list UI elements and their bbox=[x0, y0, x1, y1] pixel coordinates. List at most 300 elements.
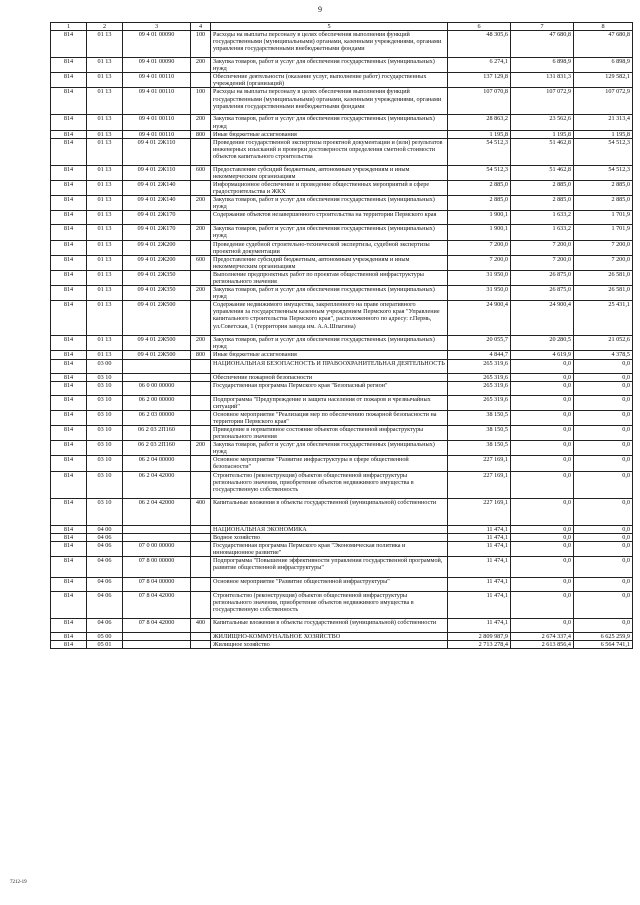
cell-expense-type: 200 bbox=[191, 441, 211, 456]
cell-amount-year1: 38 150,5 bbox=[448, 426, 511, 441]
cell-description: Иные бюджетные ассигнования bbox=[211, 130, 448, 138]
cell-target-article bbox=[123, 373, 191, 381]
cell-description: Предоставление субсидий бюджетным, автономным учреждениям и иным некоммерческим организациям bbox=[211, 255, 448, 270]
cell-target-article: 06 0 00 00000 bbox=[123, 381, 191, 395]
cell-section: 03 10 bbox=[87, 373, 123, 381]
cell-amount-year2: 1 633,2 bbox=[511, 225, 574, 240]
cell-description: Строительство (реконструкция) объектов общественной инфраструктуры регионального значения, приобретение объектов недвижимого имущества в государственную собственность bbox=[211, 591, 448, 618]
cell-ministry: 814 bbox=[51, 441, 87, 456]
cell-description: Содержание объектов незавершенного строительства на территории Пермского края bbox=[211, 211, 448, 225]
table-row bbox=[51, 426, 633, 441]
cell-section: 01 13 bbox=[87, 270, 123, 285]
cell-expense-type bbox=[191, 456, 211, 471]
cell-amount-year2: 0,0 bbox=[511, 471, 574, 498]
cell-description: Подпрограмма "Предупреждение и защита населения от пожаров и чрезвычайных ситуаций" bbox=[211, 395, 448, 410]
cell-ministry: 814 bbox=[51, 577, 87, 591]
cell-section: 01 13 bbox=[87, 255, 123, 270]
cell-section: 03 10 bbox=[87, 498, 123, 525]
table-row bbox=[51, 211, 633, 225]
cell-ministry: 814 bbox=[51, 88, 87, 115]
header-cell: 8 bbox=[574, 23, 633, 31]
cell-amount-year3: 7 200,0 bbox=[574, 255, 633, 270]
cell-amount-year3: 0,0 bbox=[574, 525, 633, 533]
table-row bbox=[51, 138, 633, 165]
cell-amount-year1: 1 195,8 bbox=[448, 130, 511, 138]
cell-expense-type: 800 bbox=[191, 130, 211, 138]
cell-ministry: 814 bbox=[51, 351, 87, 359]
cell-ministry: 814 bbox=[51, 240, 87, 255]
cell-description: Закупка товаров, работ и услуг для обеспечения государственных (муниципальных) нужд bbox=[211, 441, 448, 456]
cell-target-article: 06 2 00 00000 bbox=[123, 395, 191, 410]
cell-expense-type: 200 bbox=[191, 336, 211, 351]
cell-target-article bbox=[123, 533, 191, 541]
cell-target-article bbox=[123, 525, 191, 533]
cell-amount-year3: 21 313,4 bbox=[574, 115, 633, 130]
cell-amount-year3: 26 581,0 bbox=[574, 286, 633, 301]
cell-amount-year1: 2 713 278,4 bbox=[448, 641, 511, 649]
cell-amount-year2: 0,0 bbox=[511, 498, 574, 525]
cell-target-article: 07 8 04 42000 bbox=[123, 591, 191, 618]
cell-amount-year2: 107 072,9 bbox=[511, 88, 574, 115]
cell-target-article bbox=[123, 641, 191, 649]
header-cell: 4 bbox=[191, 23, 211, 31]
cell-amount-year3: 21 052,6 bbox=[574, 336, 633, 351]
cell-ministry: 814 bbox=[51, 498, 87, 525]
cell-expense-type bbox=[191, 301, 211, 336]
cell-target-article: 06 2 04 00000 bbox=[123, 456, 191, 471]
cell-expense-type bbox=[191, 541, 211, 556]
cell-amount-year3: 0,0 bbox=[574, 426, 633, 441]
cell-section: 01 13 bbox=[87, 211, 123, 225]
table-row bbox=[51, 301, 633, 336]
table-row bbox=[51, 88, 633, 115]
table-row bbox=[51, 130, 633, 138]
cell-amount-year3: 0,0 bbox=[574, 541, 633, 556]
table-row bbox=[51, 165, 633, 180]
cell-description: Закупка товаров, работ и услуг для обеспечения государственных (муниципальных) нужд bbox=[211, 225, 448, 240]
cell-amount-year3: 7 200,0 bbox=[574, 240, 633, 255]
cell-amount-year1: 11 474,1 bbox=[448, 525, 511, 533]
cell-expense-type: 800 bbox=[191, 351, 211, 359]
cell-ministry: 814 bbox=[51, 426, 87, 441]
cell-expense-type bbox=[191, 180, 211, 195]
cell-ministry: 814 bbox=[51, 336, 87, 351]
cell-expense-type: 200 bbox=[191, 115, 211, 130]
budget-table bbox=[50, 22, 633, 649]
cell-expense-type: 600 bbox=[191, 165, 211, 180]
cell-amount-year1: 11 474,1 bbox=[448, 577, 511, 591]
cell-ministry: 814 bbox=[51, 165, 87, 180]
cell-section: 03 00 bbox=[87, 359, 123, 373]
cell-amount-year3: 0,0 bbox=[574, 577, 633, 591]
cell-amount-year2: 0,0 bbox=[511, 525, 574, 533]
cell-description: Капитальные вложения в объекты государственной (муниципальной) собственности bbox=[211, 498, 448, 525]
cell-description: Основное мероприятие "Развитие общественной инфраструктуры" bbox=[211, 577, 448, 591]
cell-target-article: 06 2 04 42000 bbox=[123, 498, 191, 525]
cell-amount-year3: 6 625 259,9 bbox=[574, 632, 633, 640]
cell-amount-year3: 0,0 bbox=[574, 498, 633, 525]
cell-amount-year2: 26 875,0 bbox=[511, 270, 574, 285]
cell-target-article: 09 4 01 2Ж170 bbox=[123, 211, 191, 225]
cell-amount-year1: 11 474,1 bbox=[448, 533, 511, 541]
cell-amount-year2: 2 885,0 bbox=[511, 180, 574, 195]
cell-amount-year2: 0,0 bbox=[511, 541, 574, 556]
cell-target-article: 09 4 01 00110 bbox=[123, 115, 191, 130]
cell-expense-type bbox=[191, 211, 211, 225]
cell-section: 04 06 bbox=[87, 533, 123, 541]
cell-amount-year1: 11 474,1 bbox=[448, 618, 511, 632]
cell-section: 01 13 bbox=[87, 225, 123, 240]
cell-description: Подпрограмма "Повышение эффективности управления государственной программой, развитие общественной инфраструктуры" bbox=[211, 556, 448, 577]
cell-section: 01 13 bbox=[87, 88, 123, 115]
cell-amount-year3: 26 581,0 bbox=[574, 270, 633, 285]
cell-amount-year3: 2 885,0 bbox=[574, 180, 633, 195]
cell-amount-year1: 2 885,0 bbox=[448, 180, 511, 195]
cell-expense-type bbox=[191, 270, 211, 285]
cell-amount-year2: 47 680,8 bbox=[511, 31, 574, 58]
cell-description: Приведение в нормативное состояние объектов общественной инфраструктуры регионального значения bbox=[211, 426, 448, 441]
cell-expense-type bbox=[191, 577, 211, 591]
table-row bbox=[51, 73, 633, 88]
cell-amount-year2: 7 200,0 bbox=[511, 255, 574, 270]
table-body bbox=[51, 31, 633, 649]
cell-amount-year3: 0,0 bbox=[574, 591, 633, 618]
cell-amount-year2: 0,0 bbox=[511, 426, 574, 441]
cell-amount-year1: 31 950,0 bbox=[448, 270, 511, 285]
cell-description: Информационное обеспечение и проведение общественных мероприятий в сфере градостроительства и ЖКХ bbox=[211, 180, 448, 195]
cell-target-article: 09 4 01 2Ж500 bbox=[123, 351, 191, 359]
cell-amount-year1: 265 319,6 bbox=[448, 395, 511, 410]
cell-description: Закупка товаров, работ и услуг для обеспечения государственных (муниципальных) нужд bbox=[211, 58, 448, 73]
cell-section: 01 13 bbox=[87, 58, 123, 73]
cell-expense-type bbox=[191, 525, 211, 533]
cell-amount-year2: 23 562,6 bbox=[511, 115, 574, 130]
cell-ministry: 814 bbox=[51, 381, 87, 395]
cell-ministry: 814 bbox=[51, 270, 87, 285]
cell-amount-year3: 25 431,1 bbox=[574, 301, 633, 336]
cell-section: 01 13 bbox=[87, 336, 123, 351]
cell-expense-type: 400 bbox=[191, 618, 211, 632]
cell-description: Содержание недвижимого имущества, закрепленного на праве оперативного управления за государственным казенным учреждением Пермского края "Управление капитального строительства Пермского края", расположенного по адресу: г.Пермь, ул.Советская, 1 (территория завода им. А.А.Шпагина) bbox=[211, 301, 448, 336]
cell-amount-year1: 2 885,0 bbox=[448, 196, 511, 211]
cell-amount-year3: 107 072,9 bbox=[574, 88, 633, 115]
cell-description: Закупка товаров, работ и услуг для обеспечения государственных (муниципальных) нужд bbox=[211, 196, 448, 211]
cell-amount-year3: 4 378,5 bbox=[574, 351, 633, 359]
cell-ministry: 814 bbox=[51, 286, 87, 301]
cell-amount-year1: 20 055,7 bbox=[448, 336, 511, 351]
cell-target-article bbox=[123, 359, 191, 373]
cell-amount-year2: 7 200,0 bbox=[511, 240, 574, 255]
cell-target-article bbox=[123, 632, 191, 640]
cell-section: 03 10 bbox=[87, 410, 123, 425]
cell-amount-year3: 0,0 bbox=[574, 410, 633, 425]
table-row bbox=[51, 255, 633, 270]
cell-amount-year2: 2 613 856,4 bbox=[511, 641, 574, 649]
cell-section: 03 10 bbox=[87, 395, 123, 410]
table-row bbox=[51, 58, 633, 73]
cell-expense-type: 100 bbox=[191, 31, 211, 58]
cell-section: 05 01 bbox=[87, 641, 123, 649]
cell-ministry: 814 bbox=[51, 641, 87, 649]
cell-section: 03 10 bbox=[87, 471, 123, 498]
cell-ministry: 814 bbox=[51, 541, 87, 556]
cell-amount-year3: 0,0 bbox=[574, 441, 633, 456]
cell-description: Обеспечение деятельности (оказание услуг, выполнение работ) государственных учреждений (организаций) bbox=[211, 73, 448, 88]
table-row bbox=[51, 31, 633, 58]
cell-amount-year1: 38 150,5 bbox=[448, 441, 511, 456]
table-row bbox=[51, 410, 633, 425]
header-cell: 5 bbox=[211, 23, 448, 31]
cell-amount-year2: 51 462,8 bbox=[511, 165, 574, 180]
cell-amount-year1: 1 900,1 bbox=[448, 225, 511, 240]
cell-expense-type bbox=[191, 373, 211, 381]
cell-target-article: 09 4 01 2Ж110 bbox=[123, 138, 191, 165]
cell-amount-year1: 11 474,1 bbox=[448, 556, 511, 577]
cell-target-article: 06 2 03 2П160 bbox=[123, 441, 191, 456]
cell-amount-year3: 0,0 bbox=[574, 359, 633, 373]
cell-amount-year1: 11 474,1 bbox=[448, 541, 511, 556]
cell-amount-year2: 2 885,0 bbox=[511, 196, 574, 211]
cell-amount-year3: 6 564 741,1 bbox=[574, 641, 633, 649]
cell-target-article: 07 8 00 00000 bbox=[123, 556, 191, 577]
cell-amount-year1: 227 169,1 bbox=[448, 456, 511, 471]
cell-expense-type: 200 bbox=[191, 58, 211, 73]
cell-ministry: 814 bbox=[51, 115, 87, 130]
cell-amount-year2: 20 280,5 bbox=[511, 336, 574, 351]
cell-section: 01 13 bbox=[87, 240, 123, 255]
cell-description: Государственная программа Пермского края "Экономическая политика и инновационное развитие" bbox=[211, 541, 448, 556]
table-row bbox=[51, 498, 633, 525]
cell-amount-year3: 1 701,9 bbox=[574, 211, 633, 225]
table-row bbox=[51, 286, 633, 301]
cell-description: Строительство (реконструкция) объектов общественной инфраструктуры регионального значения, приобретение объектов недвижимого имущества в государственную собственность bbox=[211, 471, 448, 498]
cell-description: Закупка товаров, работ и услуг для обеспечения государственных (муниципальных) нужд bbox=[211, 286, 448, 301]
cell-target-article: 09 4 01 2Ж140 bbox=[123, 180, 191, 195]
cell-section: 03 10 bbox=[87, 381, 123, 395]
cell-description: Закупка товаров, работ и услуг для обеспечения государственных (муниципальных) нужд bbox=[211, 336, 448, 351]
cell-amount-year3: 0,0 bbox=[574, 381, 633, 395]
cell-section: 01 13 bbox=[87, 301, 123, 336]
cell-amount-year1: 4 844,7 bbox=[448, 351, 511, 359]
cell-expense-type: 400 bbox=[191, 498, 211, 525]
table-row bbox=[51, 456, 633, 471]
cell-amount-year1: 227 169,1 bbox=[448, 498, 511, 525]
cell-ministry: 814 bbox=[51, 255, 87, 270]
cell-amount-year1: 31 950,0 bbox=[448, 286, 511, 301]
cell-expense-type: 600 bbox=[191, 255, 211, 270]
cell-description: Основное мероприятие "Развитие инфраструктуры в сфере общественной безопасности" bbox=[211, 456, 448, 471]
cell-target-article: 06 2 03 2П160 bbox=[123, 426, 191, 441]
cell-amount-year1: 54 512,3 bbox=[448, 138, 511, 165]
table-row bbox=[51, 541, 633, 556]
cell-description: НАЦИОНАЛЬНАЯ ЭКОНОМИКА bbox=[211, 525, 448, 533]
cell-section: 04 00 bbox=[87, 525, 123, 533]
cell-expense-type bbox=[191, 240, 211, 255]
cell-section: 03 10 bbox=[87, 441, 123, 456]
cell-section: 01 13 bbox=[87, 130, 123, 138]
cell-ministry: 814 bbox=[51, 373, 87, 381]
cell-ministry: 814 bbox=[51, 471, 87, 498]
cell-section: 01 13 bbox=[87, 165, 123, 180]
cell-target-article: 09 4 01 2Ж170 bbox=[123, 225, 191, 240]
cell-description: Обеспечение пожарной безопасности bbox=[211, 373, 448, 381]
cell-target-article: 09 4 01 00090 bbox=[123, 58, 191, 73]
table-header-row bbox=[51, 23, 633, 31]
cell-section: 04 06 bbox=[87, 577, 123, 591]
cell-amount-year2: 0,0 bbox=[511, 577, 574, 591]
table-row bbox=[51, 395, 633, 410]
cell-amount-year2: 131 831,3 bbox=[511, 73, 574, 88]
cell-amount-year1: 7 200,0 bbox=[448, 240, 511, 255]
cell-amount-year2: 0,0 bbox=[511, 410, 574, 425]
cell-section: 04 06 bbox=[87, 541, 123, 556]
cell-expense-type bbox=[191, 73, 211, 88]
cell-ministry: 814 bbox=[51, 556, 87, 577]
cell-description: Расходы на выплаты персоналу в целях обеспечения выполнения функций государственными (муниципальными) органами, казенными учреждениями, органами управления государственными внебюджетными фондами bbox=[211, 88, 448, 115]
cell-expense-type bbox=[191, 410, 211, 425]
cell-amount-year1: 28 863,2 bbox=[448, 115, 511, 130]
cell-description: Иные бюджетные ассигнования bbox=[211, 351, 448, 359]
cell-section: 03 10 bbox=[87, 456, 123, 471]
cell-expense-type: 200 bbox=[191, 286, 211, 301]
cell-amount-year2: 4 619,9 bbox=[511, 351, 574, 359]
cell-target-article: 09 4 01 2Ж200 bbox=[123, 255, 191, 270]
cell-ministry: 814 bbox=[51, 58, 87, 73]
table-row bbox=[51, 115, 633, 130]
cell-ministry: 814 bbox=[51, 359, 87, 373]
cell-amount-year2: 26 875,0 bbox=[511, 286, 574, 301]
table-row bbox=[51, 591, 633, 618]
cell-section: 01 13 bbox=[87, 286, 123, 301]
cell-amount-year2: 0,0 bbox=[511, 618, 574, 632]
cell-target-article: 07 8 04 00000 bbox=[123, 577, 191, 591]
cell-description: Государственная программа Пермского края "Безопасный регион" bbox=[211, 381, 448, 395]
cell-ministry: 814 bbox=[51, 301, 87, 336]
cell-section: 01 13 bbox=[87, 196, 123, 211]
cell-amount-year1: 137 129,8 bbox=[448, 73, 511, 88]
cell-ministry: 814 bbox=[51, 196, 87, 211]
cell-expense-type bbox=[191, 641, 211, 649]
cell-amount-year1: 38 150,5 bbox=[448, 410, 511, 425]
cell-target-article: 09 4 01 2Ж140 bbox=[123, 196, 191, 211]
table-row bbox=[51, 351, 633, 359]
cell-amount-year3: 0,0 bbox=[574, 618, 633, 632]
page-number: 9 bbox=[318, 5, 322, 14]
cell-section: 04 06 bbox=[87, 618, 123, 632]
cell-expense-type bbox=[191, 381, 211, 395]
cell-amount-year2: 0,0 bbox=[511, 373, 574, 381]
cell-ministry: 814 bbox=[51, 180, 87, 195]
cell-ministry: 814 bbox=[51, 525, 87, 533]
cell-ministry: 814 bbox=[51, 410, 87, 425]
cell-amount-year2: 0,0 bbox=[511, 395, 574, 410]
cell-description: Расходы на выплаты персоналу в целях обеспечения выполнения функций государственными (муниципальными) органами, казенными учреждениями, органами управления государственными внебюджетными фондами bbox=[211, 31, 448, 58]
cell-amount-year2: 0,0 bbox=[511, 556, 574, 577]
cell-amount-year3: 129 582,1 bbox=[574, 73, 633, 88]
cell-amount-year3: 0,0 bbox=[574, 373, 633, 381]
cell-amount-year3: 0,0 bbox=[574, 556, 633, 577]
table-row bbox=[51, 525, 633, 533]
header-cell: 1 bbox=[51, 23, 87, 31]
cell-amount-year2: 0,0 bbox=[511, 533, 574, 541]
cell-amount-year3: 0,0 bbox=[574, 395, 633, 410]
cell-description: Проведение судебной строительно-технической экспертизы, судебной экспертизы проектной документации bbox=[211, 240, 448, 255]
cell-section: 04 06 bbox=[87, 556, 123, 577]
cell-amount-year2: 2 674 337,4 bbox=[511, 632, 574, 640]
cell-section: 04 06 bbox=[87, 591, 123, 618]
cell-amount-year1: 265 319,6 bbox=[448, 359, 511, 373]
cell-amount-year3: 2 885,0 bbox=[574, 196, 633, 211]
cell-amount-year2: 0,0 bbox=[511, 359, 574, 373]
cell-ministry: 814 bbox=[51, 395, 87, 410]
cell-expense-type: 200 bbox=[191, 225, 211, 240]
cell-expense-type bbox=[191, 471, 211, 498]
cell-expense-type bbox=[191, 138, 211, 165]
table-row bbox=[51, 641, 633, 649]
cell-amount-year2: 0,0 bbox=[511, 456, 574, 471]
cell-description: Выполнение предпроектных работ по проектам общественной инфраструктуры регионального значения bbox=[211, 270, 448, 285]
cell-amount-year3: 6 898,9 bbox=[574, 58, 633, 73]
cell-target-article: 09 4 01 2Ж350 bbox=[123, 286, 191, 301]
cell-description: Водное хозяйство bbox=[211, 533, 448, 541]
cell-target-article: 09 4 01 2Ж200 bbox=[123, 240, 191, 255]
cell-amount-year3: 0,0 bbox=[574, 456, 633, 471]
cell-target-article: 07 8 04 42000 bbox=[123, 618, 191, 632]
cell-expense-type: 200 bbox=[191, 196, 211, 211]
cell-amount-year2: 1 195,8 bbox=[511, 130, 574, 138]
cell-amount-year3: 54 512,3 bbox=[574, 138, 633, 165]
cell-ministry: 814 bbox=[51, 138, 87, 165]
cell-amount-year3: 1 195,8 bbox=[574, 130, 633, 138]
cell-target-article: 09 4 01 00110 bbox=[123, 73, 191, 88]
table-row bbox=[51, 441, 633, 456]
cell-amount-year2: 1 633,2 bbox=[511, 211, 574, 225]
cell-description: Основное мероприятие "Реализация мер по обеспечению пожарной безопасности на территории Пермского края" bbox=[211, 410, 448, 425]
cell-amount-year2: 6 898,9 bbox=[511, 58, 574, 73]
cell-target-article: 06 2 03 00000 bbox=[123, 410, 191, 425]
cell-amount-year1: 6 274,1 bbox=[448, 58, 511, 73]
cell-description: Предоставление субсидий бюджетным, автономным учреждениям и иным некоммерческим организациям bbox=[211, 165, 448, 180]
cell-amount-year1: 48 305,6 bbox=[448, 31, 511, 58]
cell-target-article: 06 2 04 42000 bbox=[123, 471, 191, 498]
cell-amount-year2: 51 462,8 bbox=[511, 138, 574, 165]
cell-target-article: 09 4 01 2Ж110 bbox=[123, 165, 191, 180]
cell-section: 05 00 bbox=[87, 632, 123, 640]
cell-ministry: 814 bbox=[51, 31, 87, 58]
cell-ministry: 814 bbox=[51, 456, 87, 471]
cell-amount-year2: 0,0 bbox=[511, 441, 574, 456]
cell-section: 01 13 bbox=[87, 351, 123, 359]
header-cell: 3 bbox=[123, 23, 191, 31]
cell-amount-year1: 107 070,8 bbox=[448, 88, 511, 115]
cell-target-article: 09 4 01 00110 bbox=[123, 130, 191, 138]
cell-amount-year2: 0,0 bbox=[511, 381, 574, 395]
cell-description: Жилищное хозяйство bbox=[211, 641, 448, 649]
cell-amount-year3: 1 701,9 bbox=[574, 225, 633, 240]
cell-target-article: 09 4 01 2Ж350 bbox=[123, 270, 191, 285]
cell-target-article: 07 0 00 00000 bbox=[123, 541, 191, 556]
cell-description: Капитальные вложения в объекты государственной (муниципальной) собственности bbox=[211, 618, 448, 632]
table-row bbox=[51, 618, 633, 632]
cell-ministry: 814 bbox=[51, 73, 87, 88]
cell-expense-type bbox=[191, 632, 211, 640]
cell-description: Проведение государственной экспертизы проектной документации и (или) результатов инженерных изысканий и проверки достоверности определения сметной стоимости объектов капитального строительства bbox=[211, 138, 448, 165]
cell-amount-year1: 265 319,6 bbox=[448, 373, 511, 381]
cell-amount-year3: 0,0 bbox=[574, 471, 633, 498]
table-row bbox=[51, 270, 633, 285]
table-row bbox=[51, 373, 633, 381]
cell-amount-year2: 24 900,4 bbox=[511, 301, 574, 336]
